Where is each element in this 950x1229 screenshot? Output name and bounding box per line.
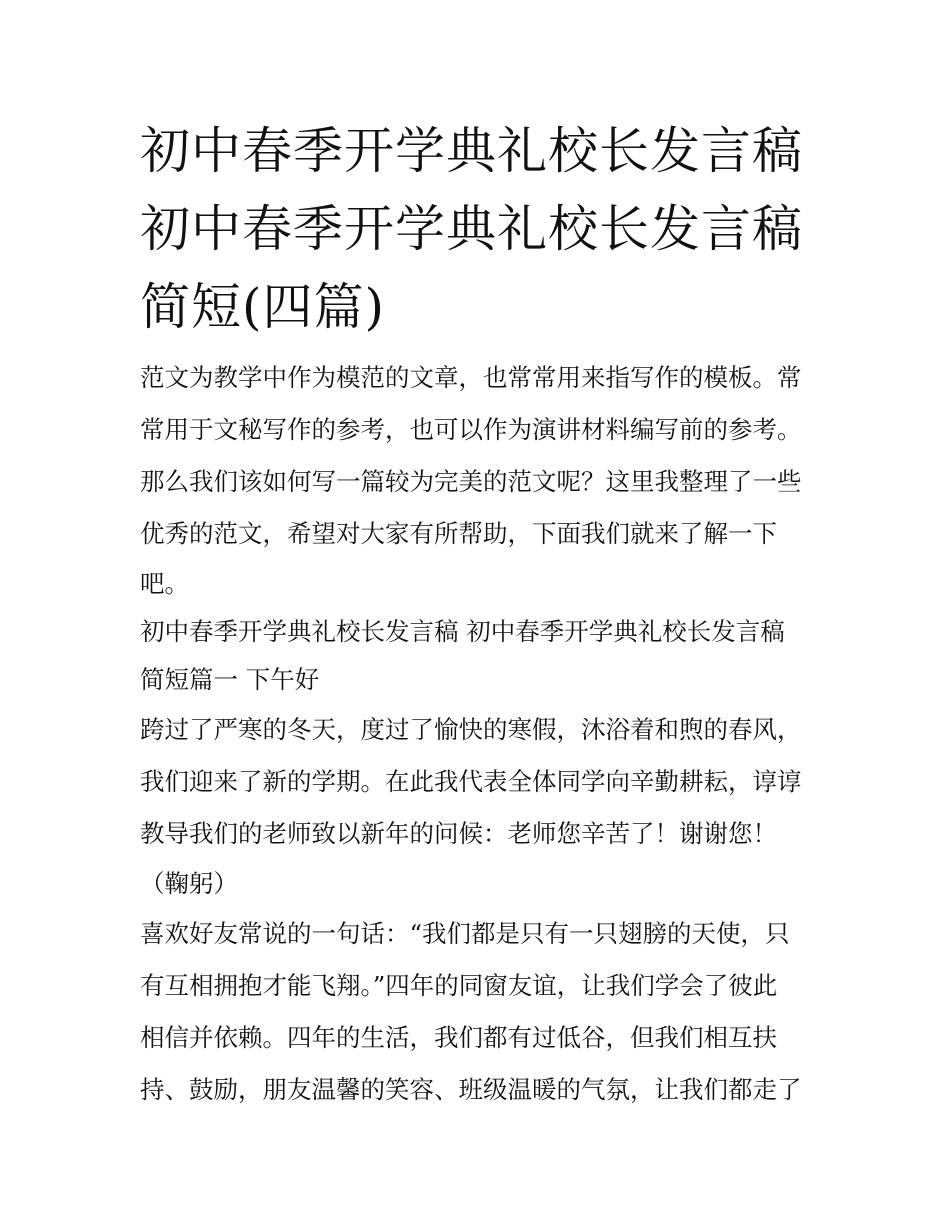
text-line: 初中春季开学典礼校长发言稿 初中春季开学典礼校长发言稿 [140,617,785,646]
text-line: 范文为教学中作为模范的文章，也常常用来指写作的模板。常 [140,363,802,392]
text-line: 我们迎来了新的学期。在此我代表全体同学向辛勤耕耘，谆谆 [140,767,802,796]
title-line: 简短(四篇) [140,278,386,336]
text-line: 跨过了严寒的冬天，度过了愉快的寒假，沐浴着和煦的春风， [140,715,802,744]
text-line: 简短篇一 下午好 [140,665,320,694]
text-line: 持、鼓励，朋友温馨的笑容、班级温暖的气氛，让我们都走了 [140,1075,802,1104]
text-line: 吧。 [140,569,189,598]
text-line: 相信并依赖。四年的生活，我们都有过低谷，但我们相互扶 [140,1023,777,1052]
text-line: 常用于文秘写作的参考，也可以作为演讲材料编写前的参考。 [140,415,802,444]
text-line: 那么我们该如何写一篇较为完美的范文呢？这里我整理了一些 [140,467,802,496]
text-line: 有互相拥抱才能飞翔。”四年的同窗友谊，让我们学会了彼此 [140,971,778,1000]
paragraph-1 [140,704,830,908]
document-body [140,352,830,1116]
text-line: （鞠躬） [140,869,238,898]
document-title [140,112,820,346]
text-line: 优秀的范文，希望对大家有所帮助，下面我们就来了解一下 [140,519,777,548]
title-line: 初中春季开学典礼校长发言稿 [140,122,803,180]
intro-paragraph [140,352,830,608]
text-line: 教导我们的老师致以新年的问候：老师您辛苦了！谢谢您！ [140,819,777,848]
section-heading [140,608,830,704]
text-line: 喜欢好友常说的一句话：“我们都是只有一只翅膀的天使，只 [140,919,790,948]
paragraph-2 [140,908,830,1116]
title-line: 初中春季开学典礼校长发言稿 [140,200,803,258]
